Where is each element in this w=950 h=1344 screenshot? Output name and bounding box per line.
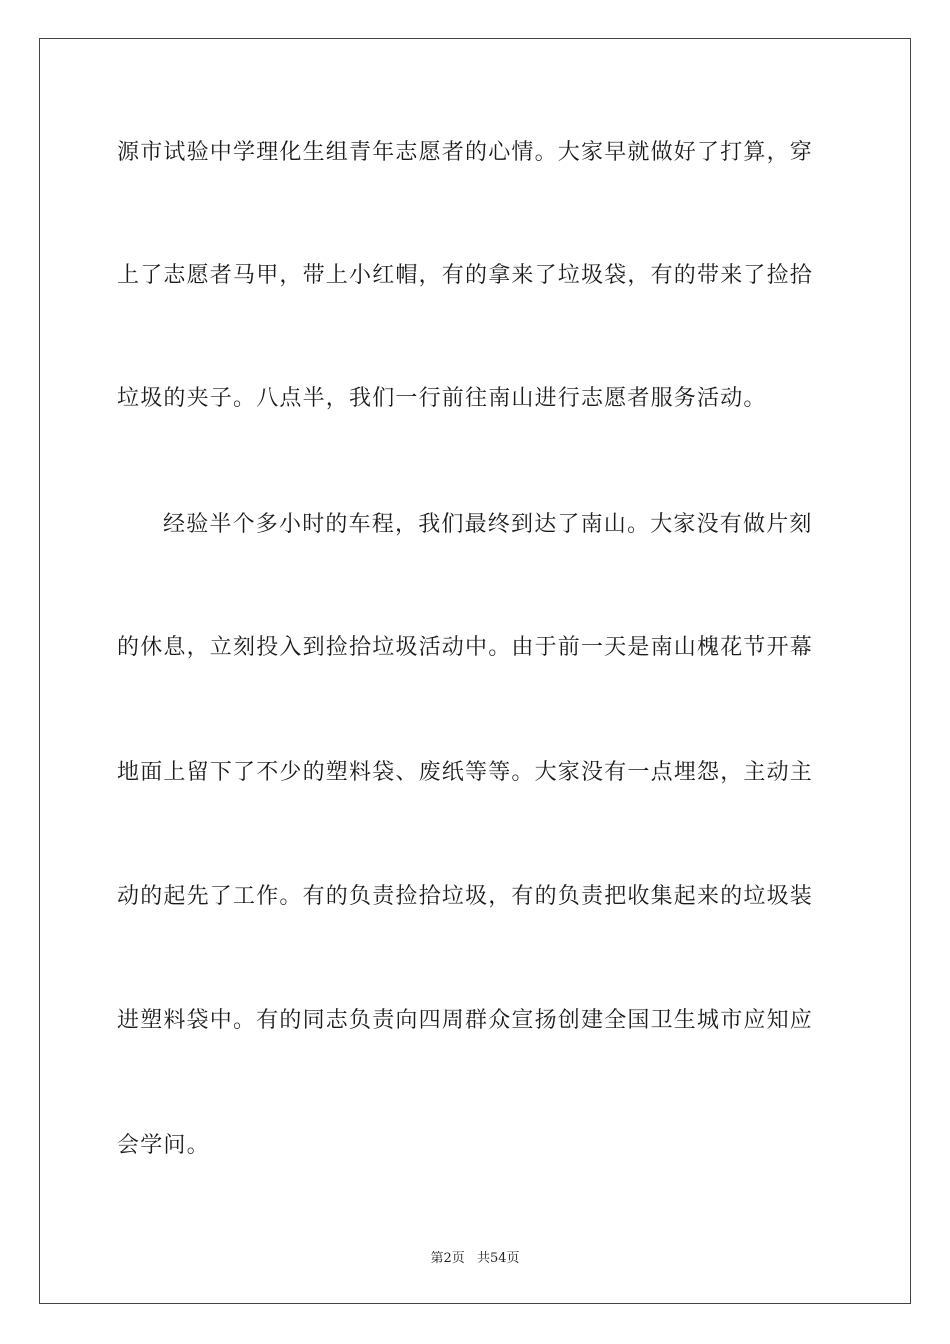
body-line-6: 地面上留下了不少的塑料袋、废纸等等。大家没有一点埋怨，主动主 [117, 760, 814, 785]
page-footer [0, 1247, 950, 1266]
body-line-3: 垃圾的夹子。八点半，我们一行前往南山进行志愿者服务活动。 [117, 386, 767, 411]
body-line-7: 动的起先了工作。有的负责捡拾垃圾，有的负责把收集起来的垃圾装 [117, 884, 814, 909]
body-line-8: 进塑料袋中。有的同志负责向四周群众宣扬创建全国卫生城市应知应 [117, 1008, 814, 1033]
page-number: 第2页 [430, 1251, 465, 1266]
body-line-1: 源市试验中学理化生组青年志愿者的心情。大家早就做好了打算，穿 [117, 140, 814, 165]
body-line-5: 的休息，立刻投入到捡拾垃圾活动中。由于前一天是南山槐花节开幕 [117, 635, 814, 660]
body-line-9: 会学问。 [117, 1133, 210, 1158]
page-total: 共54页 [476, 1251, 520, 1266]
page-border [39, 38, 911, 1304]
body-line-2: 上了志愿者马甲，带上小红帽，有的拿来了垃圾袋，有的带来了捡拾 [117, 263, 814, 288]
body-line-4: 经验半个多小时的车程，我们最终到达了南山。大家没有做片刻 [163, 512, 813, 537]
